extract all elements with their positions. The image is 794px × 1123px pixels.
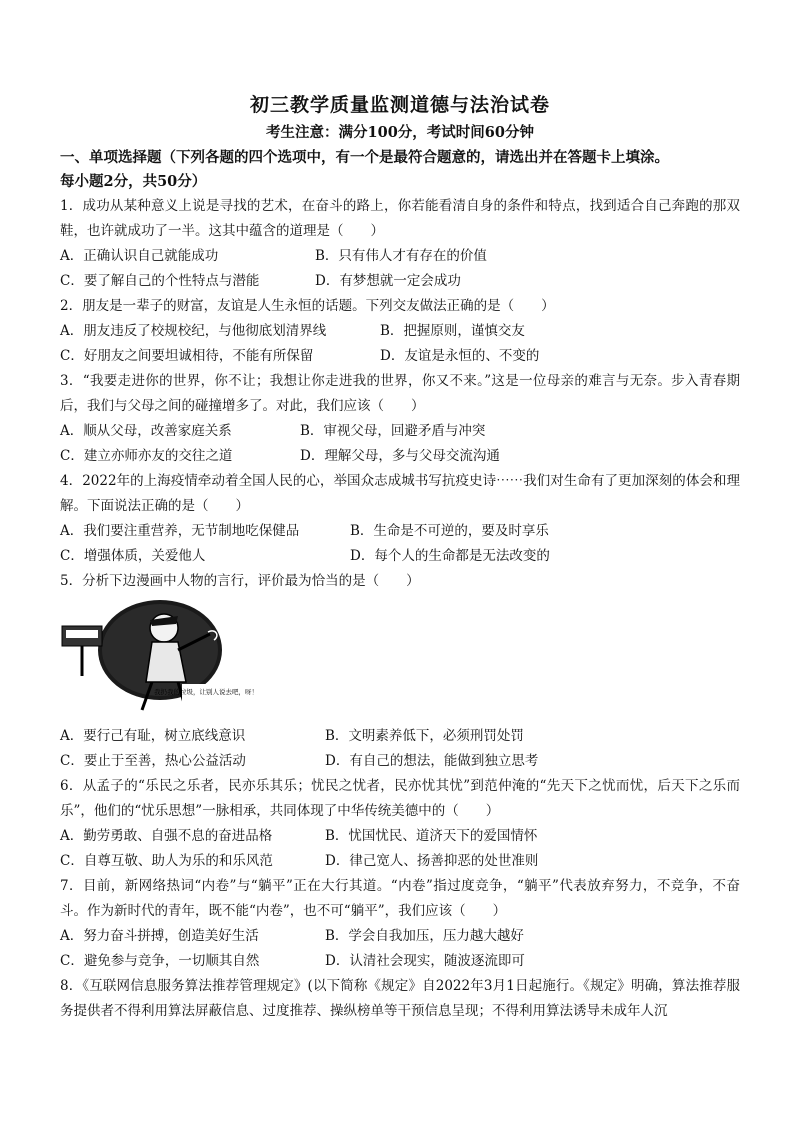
cartoon-caption: 我扔我的垃圾，让别人说去吧，呀！ [154,688,258,696]
exam-title: 初三教学质量监测道德与法治试卷 [249,94,550,116]
section-heading-line1: 一、单项选择题（下列各题的四个选项中，有一个是最符合题意的，请选出并在答题卡上填涂。 [60,149,669,166]
exam-page [60,92,740,1024]
option-b: B．只有伟人才有存在的价值 [315,248,487,264]
option-b: B．把握原则，谨慎交友 [380,323,525,339]
option-a: A．朋友违反了校规校纪，与他彻底划清界线 [60,323,327,339]
question-7-options [60,924,740,974]
exam-notice: 考生注意：满分100分，考试时间60分钟 [266,124,534,141]
option-d: D．律己宽人、扬善抑恶的处世准则 [325,853,539,869]
option-b: B．学会自我加压，压力越大越好 [325,928,524,944]
question-4-options [60,519,740,569]
option-c: C．避免参与竞争，一切顺其自然 [60,953,260,969]
option-c: C．自尊互敬、助人为乐的和乐风范 [60,853,273,869]
question-3-options [60,419,740,469]
option-b: B．文明素养低下，必须刑罚处罚 [325,728,524,744]
option-c: C．好朋友之间要坦诚相待，不能有所保留 [60,348,314,364]
option-b: B．审视父母，回避矛盾与冲突 [300,423,486,439]
option-a: A．勤劳勇敢、自强不息的奋进品格 [60,828,273,844]
section-heading-line2: 每小题2分，共50分） [60,173,207,190]
option-d: D．每个人的生命都是无法改变的 [350,548,550,564]
option-d: D．友谊是永恒的、不变的 [380,348,540,364]
question-8-stem: 8．《互联网信息服务算法推荐管理规定》(以下简称《规定》自2022年3月1日起施行。《规定》明确，算法推荐服务提供者不得利用算法屏蔽信息、过度推荐、操纵榜单等干预信息呈现；不得利用算法诱导未成年人沉 [60,978,740,1019]
cartoon-image [60,598,258,718]
option-d: D．有自己的想法，能做到独立思考 [325,753,539,769]
question-3-stem: 3．“我要走进你的世界，你不让；我想让你走进我的世界，你又不来。”这是一位母亲的难言与无奈。步入青春期后，我们与父母之间的碰撞增多了。对此，我们应该（ ） [60,373,740,414]
question-6-stem: 6．从孟子的“乐民之乐者，民亦乐其乐；忧民之忧者，民亦忧其忧”到范仲淹的“先天下之忧而忧，后天下之乐而乐”，他们的“忧乐思想”一脉相承，共同体现了中华传统美德中的（ ） [60,778,740,819]
question-4-stem: 4．2022年的上海疫情牵动着全国人民的心，举国众志成城书写抗疫史诗⋯⋯我们对生命有了更加深刻的体会和理解。下面说法正确的是（ ） [60,473,740,514]
option-c: C．建立亦师亦友的交往之道 [60,448,233,464]
option-c: C．增强体质，关爱他人 [60,548,206,564]
option-c: C．要止于至善，热心公益活动 [60,753,246,769]
option-a: A．顺从父母，改善家庭关系 [60,423,232,439]
option-d: D．理解父母，多与父母交流沟通 [300,448,500,464]
question-5-options [60,724,740,774]
option-a: A．努力奋斗拼搏，创造美好生活 [60,928,259,944]
option-d: D．认清社会现实，随波逐流即可 [325,953,525,969]
question-2-options [60,319,740,369]
option-a: A．正确认识自己就能成功 [60,248,219,264]
question-2-stem: 2．朋友是一辈子的财富，友谊是人生永恒的话题。下列交友做法正确的是（ ） [60,298,555,314]
question-1-options [60,244,740,294]
option-c: C．要了解自己的个性特点与潜能 [60,273,260,289]
option-b: B．生命是不可逆的，要及时享乐 [350,523,549,539]
question-1-stem: 1．成功从某种意义上说是寻找的艺术，在奋斗的路上，你若能看清自身的条件和特点，找到适合自己奔跑的那双鞋，也许就成功了一半。这其中蕴含的道理是（ ） [60,198,740,239]
option-b: B．忧国忧民、道济天下的爱国情怀 [325,828,538,844]
question-7-stem: 7．目前，新网络热词“内卷”与“躺平”正在大行其道。“内卷”指过度竞争，“躺平”代表放弃努力，不竞争，不奋斗。作为新时代的青年，既不能“内卷”，也不可“躺平”，我们应该（ ） [60,878,740,919]
question-5-stem: 5．分析下边漫画中人物的言行，评价最为恰当的是（ ） [60,573,420,589]
question-6-options [60,824,740,874]
option-d: D．有梦想就一定会成功 [315,273,461,289]
option-a: A．我们要注重营养，无节制地吃保健品 [60,523,300,539]
option-a: A．要行己有耻，树立底线意识 [60,728,246,744]
